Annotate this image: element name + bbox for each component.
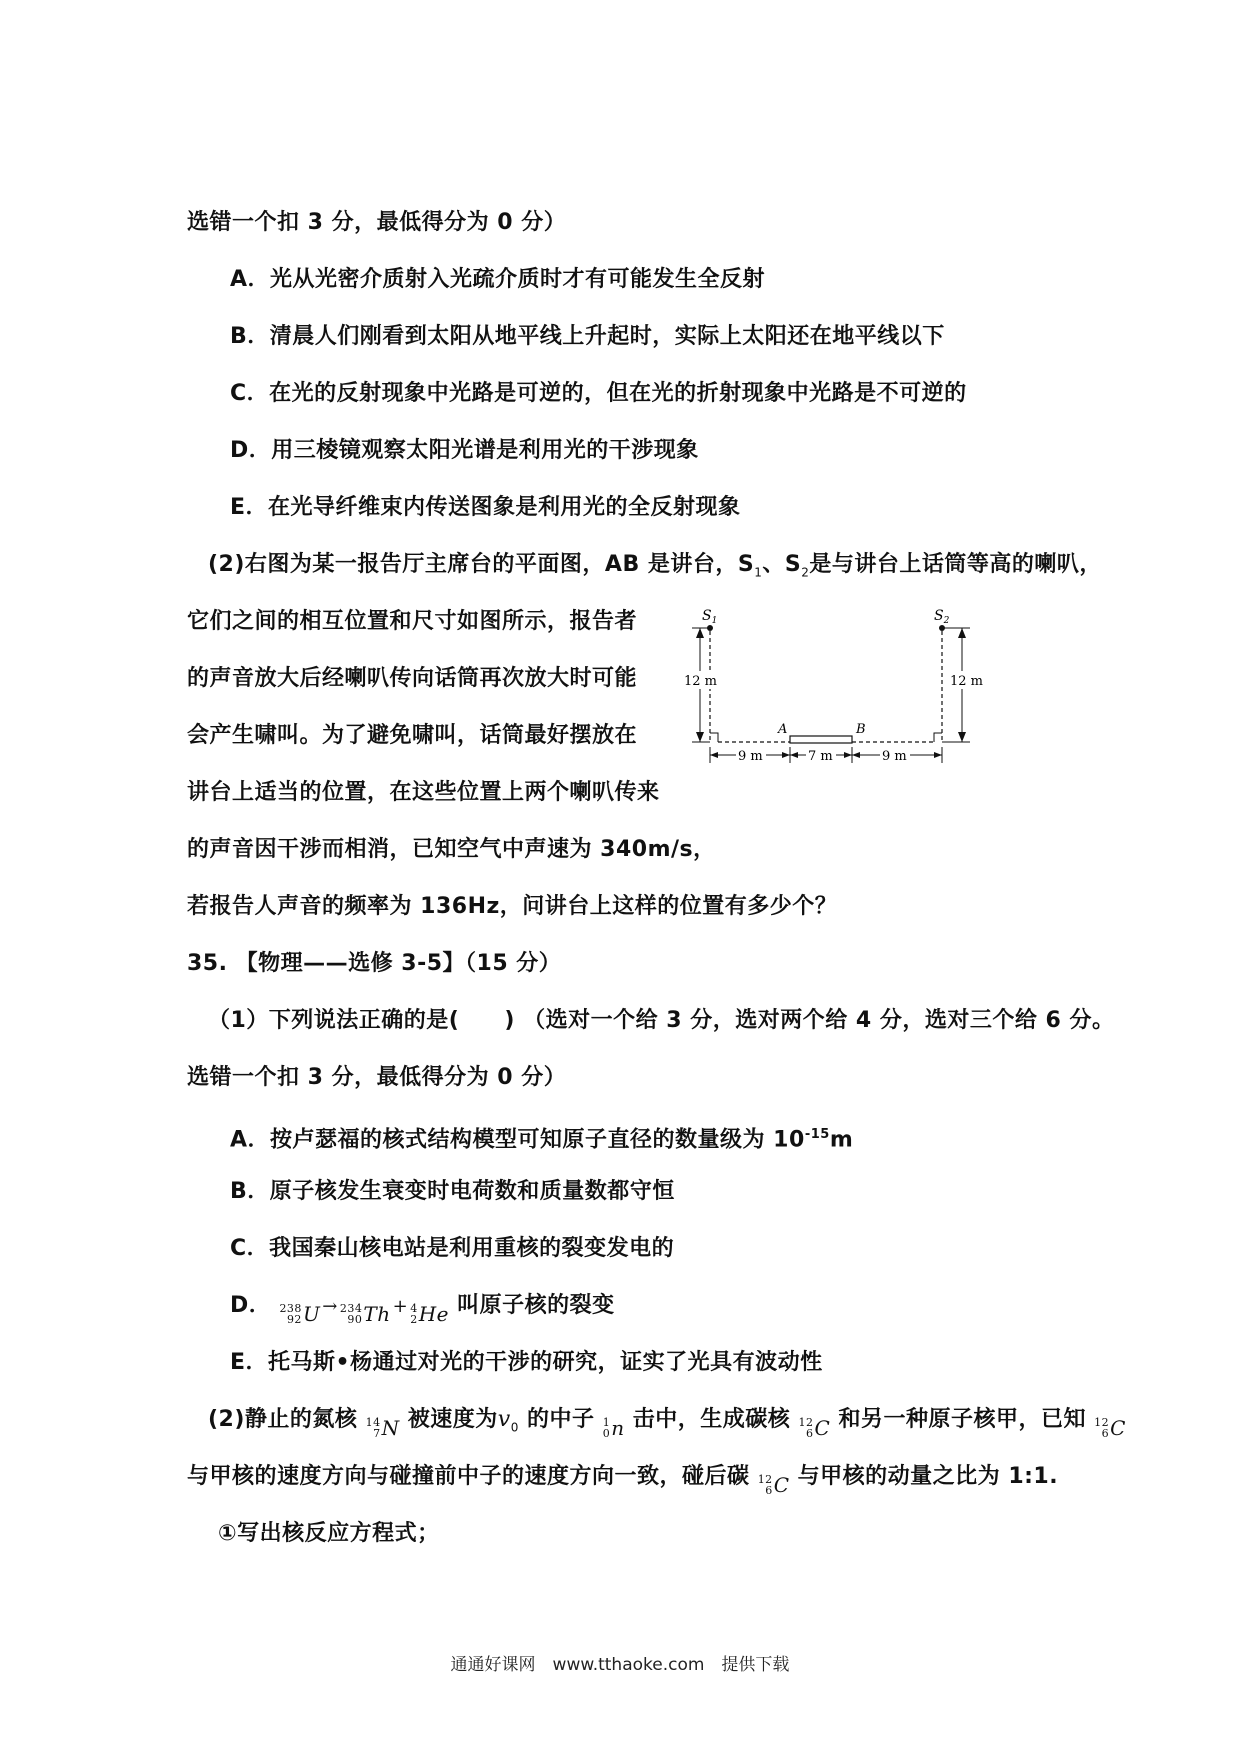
page-footer: 通通好课网 www.tthaoke.com 提供下载 (450, 1655, 790, 1675)
option-b-nuclear: B．原子核发生衰变时电荷数和质量数都守恒 (230, 1179, 675, 1204)
left-arrowhead-down (696, 732, 704, 742)
segment-9m-left: 9 m (738, 749, 763, 764)
label-b: B (856, 722, 866, 737)
option-c-nuclear: C．我国秦山核电站是利用重核的裂变发电的 (230, 1236, 675, 1261)
uranium-nuclide: 238 92 U (279, 1302, 321, 1326)
question-2-intro (208, 550, 1102, 587)
opt-d-text: 叫原子核的裂变 (457, 1293, 615, 1318)
label-a: A (778, 722, 788, 737)
left-height-label: 12 m (684, 674, 718, 689)
dim-arrow-6 (934, 752, 942, 758)
reaction-arrow: → (322, 1296, 338, 1317)
q2-post: 是与讲台上话筒等高的喇叭， (809, 552, 1102, 577)
text-line-13: 若报告人声音的频率为 136Hz，问讲台上这样的位置有多少个？ (187, 894, 838, 919)
q2-mid: 、S (762, 552, 802, 577)
text-line-23: 与甲核的速度方向与碰撞前中子的速度方向一致，碰后碳 12 6 C 与甲核的动量之比为 1:1. (187, 1462, 1058, 1500)
neutron-nuclide: 1 0 n (602, 1416, 625, 1440)
opt-a-pre: A．按卢瑟福的核式结构模型可知原子直径的数量级为 10 (230, 1127, 805, 1153)
dim-arrow-5 (852, 752, 860, 758)
dim-arrow-4 (844, 752, 852, 758)
option-b-optics: B．清晨人们刚看到太阳从地平线上升起时，实际上太阳还在地平线以下 (230, 324, 945, 349)
auditorium-diagram (680, 605, 1000, 780)
option-d-nuclear (230, 1291, 615, 1329)
option-d-optics: D．用三棱镜观察太阳光谱是利用光的干涉现象 (230, 438, 699, 463)
text-line-9: 的声音放大后经喇叭传向话筒再次放大时可能 (187, 666, 638, 691)
speaker-s2-label: $S_2$ (934, 608, 950, 626)
carbon-nuclide: 12 6 C (798, 1416, 831, 1440)
podium-ab (790, 736, 852, 743)
carbon-nuclide-3: 12 6 C (757, 1473, 790, 1497)
q2-s1-sub: 1 (754, 565, 763, 580)
question-2-nitrogen: (2)静止的氮核 14 7 N 被速度为$v_0$ 的中子 1 0 n 击中，生成碳核 12 6 C 和另一种原子核甲，已知 12 6 C (208, 1405, 1126, 1443)
option-a-optics: A．光从光密介质射入光疏介质时才有可能发生全反射 (230, 267, 766, 292)
thorium-nuclide: 234 90 Th (339, 1302, 391, 1326)
velocity-symbol: v (497, 1407, 511, 1432)
right-arrowhead-up (958, 628, 966, 638)
plus-sign: + (392, 1296, 409, 1317)
q2-pre: (2)右图为某一报告厅主席台的平面图，AB 是讲台，S (208, 552, 755, 577)
option-a-nuclear (230, 1120, 853, 1155)
sub-question-1: ①写出核反应方程式； (218, 1521, 440, 1546)
dim-arrow-3 (790, 752, 798, 758)
left-arrowhead-up (696, 628, 704, 638)
text-line-1: 选错一个扣 3 分，最低得分为 0 分） (187, 210, 567, 235)
text-line-8: 它们之间的相互位置和尺寸如图所示，报告者 (187, 609, 638, 634)
section-35-heading: 35. 【物理——选修 3-5】（15 分） (187, 951, 562, 976)
speaker-s1-label: $S_1$ (702, 608, 718, 626)
dim-arrow-1 (710, 752, 718, 758)
dim-arrow-2 (782, 752, 790, 758)
opt-a-post: m (829, 1127, 854, 1153)
left-corner (710, 733, 718, 742)
text-line-11: 讲台上适当的位置，在这些位置上两个喇叭传来 (187, 780, 660, 805)
option-e-nuclear: E．托马斯•杨通过对光的干涉的研究，证实了光具有波动性 (230, 1350, 823, 1375)
segment-9m-right: 9 m (882, 749, 907, 764)
question-35-1: （1）下列说法正确的是( ) （选对一个给 3 分，选对两个给 4 分，选对三个给 6 分。 (208, 1008, 1115, 1033)
segment-7m: 7 m (808, 749, 833, 764)
nitrogen-nuclide: 14 7 N (365, 1416, 400, 1440)
right-arrowhead-down (958, 732, 966, 742)
right-corner (934, 733, 942, 742)
text-line-16: 选错一个扣 3 分，最低得分为 0 分） (187, 1065, 567, 1090)
opt-a-exponent: -15 (804, 1127, 830, 1142)
right-height-label: 12 m (950, 674, 984, 689)
opt-d-label: D． (230, 1293, 272, 1318)
option-e-optics: E．在光导纤维束内传送图象是利用光的全反射现象 (230, 495, 741, 520)
option-c-optics: C．在光的反射现象中光路是可逆的，但在光的折射现象中光路是不可逆的 (230, 381, 967, 406)
text-line-12: 的声音因干涉而相消，已知空气中声速为 340m/s， (187, 837, 716, 862)
text-line-10: 会产生啸叫。为了避免啸叫，话筒最好摆放在 (187, 723, 638, 748)
helium-nuclide: 4 2 He (410, 1302, 449, 1326)
carbon-nuclide-2: 12 6 C (1094, 1416, 1126, 1440)
q2-s2-sub: 2 (801, 565, 810, 580)
